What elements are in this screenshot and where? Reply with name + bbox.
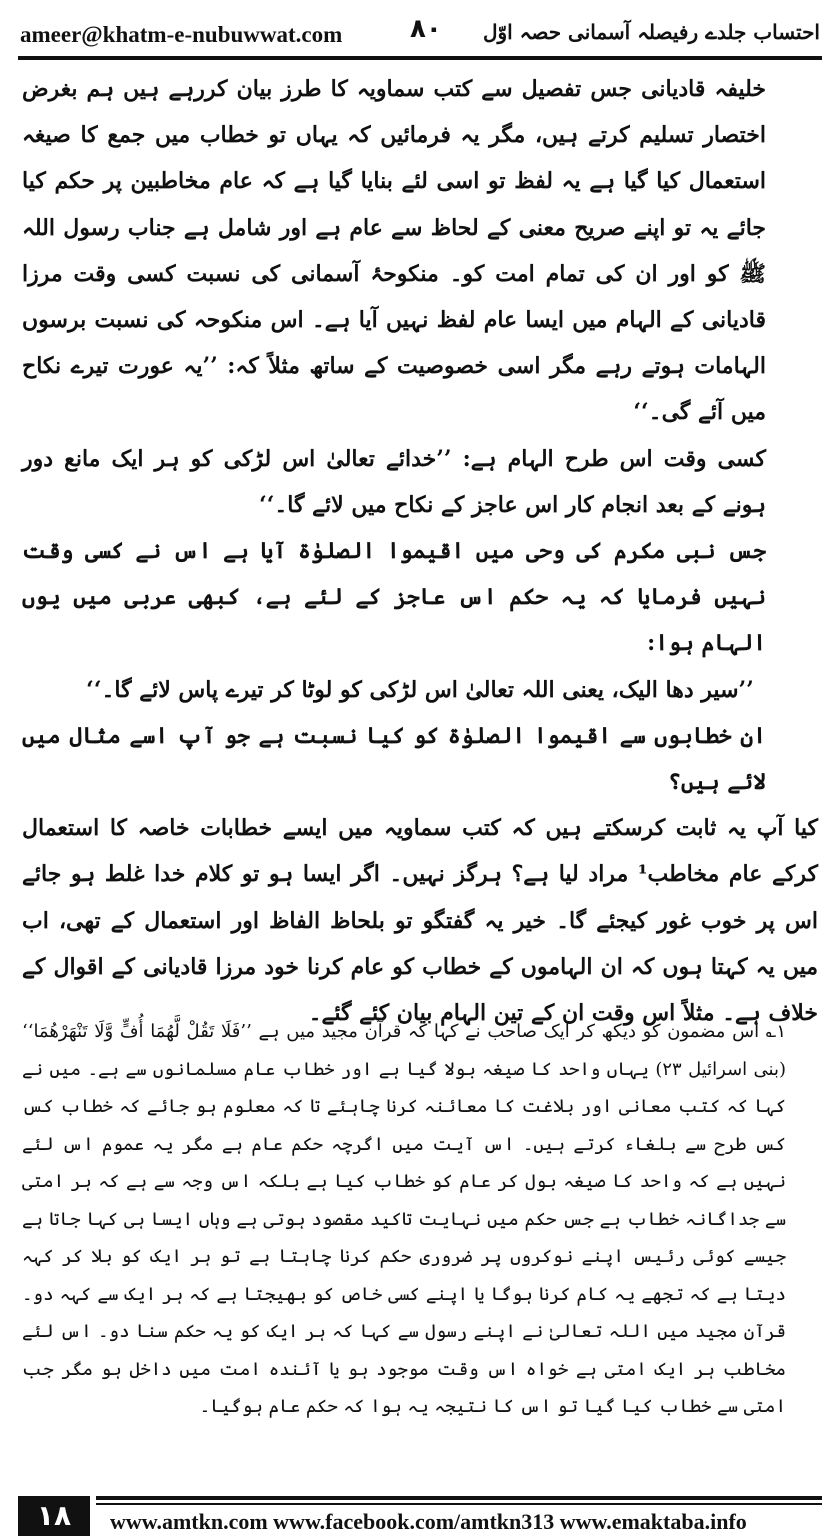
header-email: ameer@khatm-e-nubuwwat.com bbox=[20, 22, 343, 47]
paragraph: کیا آپ یہ ثابت کرسکتے ہیں کہ کتب سماویہ میں ایسے خطابات خاصہ کا استعمال کرکے عام مخاطب¹ مراد لیا ہے؟ ہرگز نہیں۔ اگر ایسا ہو تو کلام خدا غلط ہو جائے اس پر خوب غور کیجئے گا۔ خیر یہ گفتگو تو بلحاظ الفاظ اور استعمال کے تھی، اب میں یہ کہتا ہوں کہ ان الہاموں کے خطاب کو عام کرنا خود مرزا قادیانی کے اقوال کے خلاف ہے۔ مثلاً اس وقت ان کے تین الہام بیان کئے گئے۔ bbox=[22, 815, 818, 1027]
book-title: احتساب جلدے رفیصلہ آسمانی حصہ اوّل bbox=[482, 20, 820, 44]
footer-rule bbox=[96, 1496, 822, 1500]
page-footer bbox=[0, 1488, 840, 1540]
paragraph: خلیفہ قادیانی جس تفصیل سے کتب سماویہ کا طرز بیان کررہے ہیں ہم بغرض اختصار تسلیم کرتے ہیں، مگر یہ فرمائیں کہ یہاں تو خطاب میں جمع کا صیغہ استعمال کیا گیا ہے یہ لفظ تو اسی لئے بنایا گیا ہے کہ عام مخاطبین پر حکم کیا جائے یہ تو اپنے صریح معنی کے لحاظ سے عام ہے اور شامل ہے جناب رسول اللہ ﷺ کو اور ان کی تمام امت کو۔ منکوحۂ آسمانی کی نسبت کسی وقت مرزا قادیانی کے الہام میں ایسا عام لفظ نہیں آیا ہے۔ اس منکوحہ کی نسبت برسوں الہامات ہوتے رہے مگر اسی خصوصیت کے ساتھ مثلاً کہ: ’’یہ عورت تیرے نکاح میں آئے گی۔‘‘ bbox=[22, 76, 766, 426]
quoted-revelation: ’’سیر دھا الیک، یعنی اللہ تعالیٰ اس لڑکی کو لوٹا کر تیرے پاس لائے گا۔‘‘ bbox=[86, 676, 754, 703]
footnote: ۱؎ اس مضمون کو دیکھ کر ایک صاحب نے کہا کہ قرآن مجید میں ہے ’’فَلَا تَقُلْ لَّهُمَا أُفٍّ وَّلَا تَنْهَرْهُمَا‘‘ (بنی اسرائیل ۲۳) یہاں واحد کا صیغہ بولا گیا ہے اور خطاب عام مسلمانوں سے ہے۔ میں نے کہا کہ کتب معانی اور بلاغت کا معائنہ کرنا چاہئے تا کہ معلوم ہو جائے کہ خطاب کس کس طرح سے بلغاء کرتے ہیں۔ اس آیت میں اگرچہ حکم عام ہے مگر یہ عموم اس لئے نہیں ہے کہ واحد کا صیغہ بول کر عام کو خطاب کیا ہے بلکہ اس وجہ سے ہے کہ ہر امتی سے جداگانہ خطاب ہے جس حکم میں نہایت تاکید مقصود ہوتی ہے وہاں ایسا ہی کہا جاتا ہے جیسے کوئی رئیس اپنے نوکروں پر ضروری حکم کرنا چاہتا ہے تو ہر ایک کو بلا کر کہہ دیتا ہے کہ تجھے یہ کام کرنا ہوگا یا اپنے کسی خاص کو بھیجتا ہے کہ ہر ایک سے کہہ دو۔ قرآن مجید میں اللہ تعالیٰ نے اپنے رسول سے کہا کہ ہر ایک کو یہ حکم سنا دو۔ اس لئے مخاطب ہر ایک امتی ہے خواہ اس وقت موجود ہو یا آئندہ امت میں داخل ہو مگر جب امتی سے خطاب کیا گیا تو اس کا نتیجہ یہ ہوا کہ حکم عام ہوگیا۔ bbox=[22, 1021, 787, 1417]
paragraph: ان خطابوں سے اقیموا الصلوٰۃ کو کیا نسبت ہے جو آپ اسے مثال میں لائے ہیں؟ bbox=[22, 722, 766, 796]
header-rule bbox=[18, 56, 822, 60]
paragraph: جس نبی مکرم کی وحی میں اقیموا الصلوٰۃ آیا ہے اس نے کسی وقت نہیں فرمایا کہ یہ حکم اس عاجز کے لئے ہے، کبھی عربی میں یوں الہام ہوا: bbox=[22, 538, 766, 657]
folio-number: ۱۸ bbox=[18, 1496, 90, 1536]
footnote-section bbox=[22, 1013, 818, 1426]
paragraph: کسی وقت اس طرح الہام ہے: ’’خدائے تعالیٰ اس لڑکی کو ہر ایک مانع دور ہونے کے بعد انجام کار اس عاجز کے نکاح میں لائے گا۔‘‘ bbox=[22, 445, 766, 518]
footer-urls: www.amtkn.com www.facebook.com/amtkn313 www.emaktaba.info bbox=[110, 1509, 747, 1534]
page-number: ۸۰ bbox=[410, 14, 442, 44]
main-text bbox=[22, 66, 818, 1036]
footer-rule-thin bbox=[96, 1503, 822, 1505]
page-header bbox=[18, 8, 822, 52]
